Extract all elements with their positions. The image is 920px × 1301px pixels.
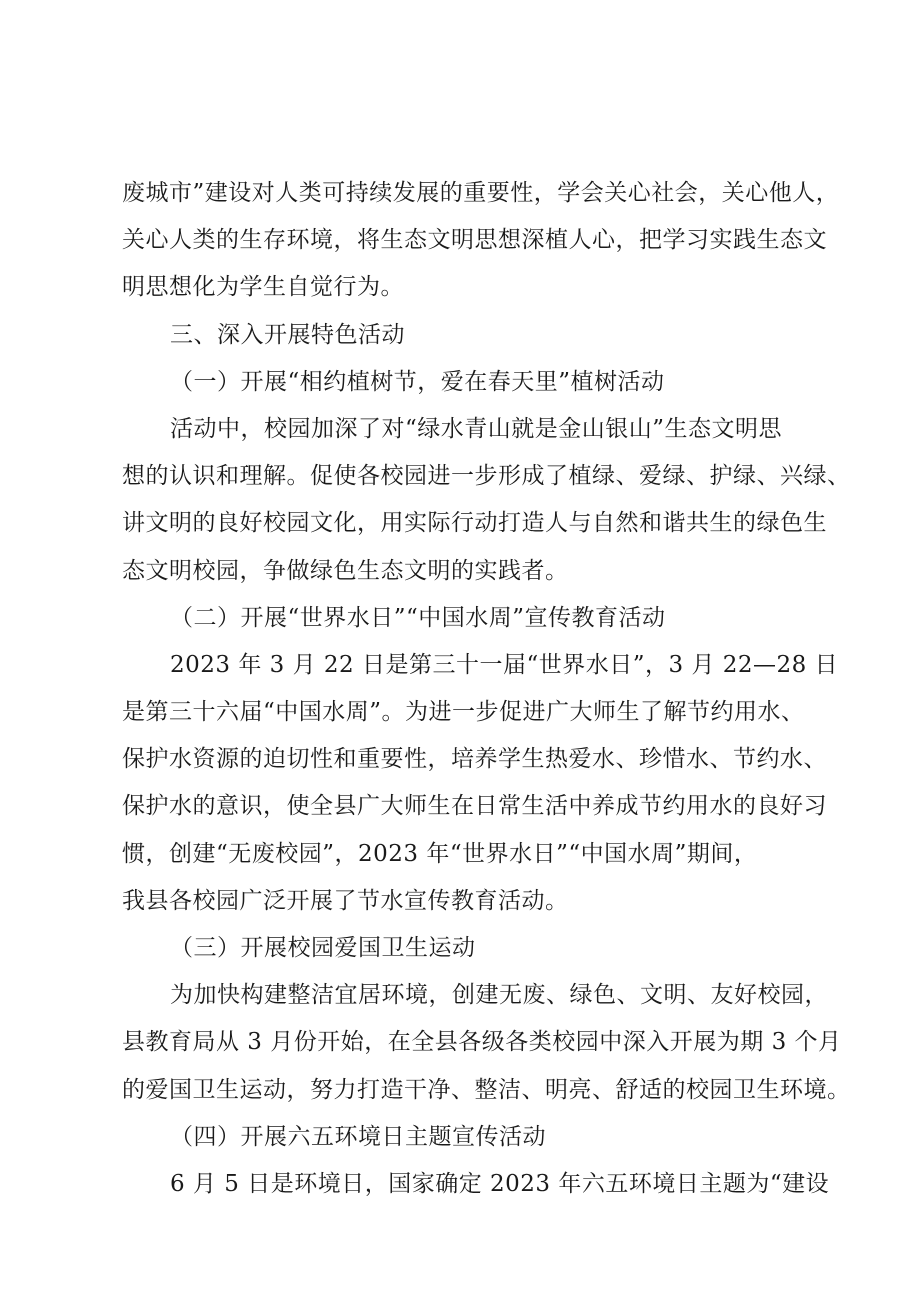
subsection-heading: （二）开展“世界水日”“中国水周”宣传教育活动 (170, 604, 666, 631)
text-line: 6 月 5 日是环境日，国家确定 2023 年六五环境日主题为“建设 (170, 1170, 830, 1197)
text-line: 保护水资源的迫切性和重要性，培养学生热爱水、珍惜水、节约水、 (122, 746, 827, 773)
text-line: 为加快构建整洁宜居环境，创建无废、绿色、文明、友好校园， (170, 982, 828, 1009)
text-line: 县教育局从 3 月份开始，在全县各级各类校园中深入开展为期 3 个月 (122, 1029, 842, 1056)
text-line: 2023 年 3 月 22 日是第三十一届“世界水日”，3 月 22—28 日 (170, 651, 839, 678)
document-body (122, 170, 851, 1208)
text-line: 废城市”建设对人类可持续发展的重要性，学会关心社会，关心他人， (122, 180, 840, 206)
text-line: 保护水的意识，使全县广大师生在日常生活中养成节约用水的良好习 (122, 793, 827, 820)
text-line: 的爱国卫生运动，努力打造干净、整洁、明亮、舒适的校园卫生环境。 (122, 1076, 851, 1103)
subsection-heading: （四）开展六五环境日主题宣传活动 (170, 1123, 546, 1150)
text-line: 活动中，校园加深了对“绿水青山就是金山银山”生态文明思 (170, 415, 783, 442)
text-line: 想的认识和理解。促使各校园进一步形成了植绿、爱绿、护绿、兴绿、 (122, 463, 851, 490)
text-line: 是第三十六届“中国水周”。为进一步促进广大师生了解节约用水、 (122, 699, 805, 726)
text-line: 态文明校园，争做绿色生态文明的实践者。 (122, 557, 569, 584)
subsection-heading: （一）开展“相约植树节，爱在春天里”植树活动 (170, 368, 665, 395)
section-heading: 三、深入开展特色活动 (170, 321, 405, 348)
text-line: 惯，创建“无废校园”，2023 年“世界水日”“中国水周”期间， (122, 840, 758, 867)
subsection-heading: （三）开展校园爱国卫生运动 (170, 935, 476, 961)
text-line: 我县各校园广泛开展了节水宣传教育活动。 (122, 887, 569, 914)
text-line: 讲文明的良好校园文化，用实际行动打造人与自然和谐共生的绿色生 (122, 510, 827, 537)
text-line: 关心人类的生存环境，将生态文明思想深植人心，把学习实践生态文 (122, 227, 827, 254)
text-line: 明思想化为学生自觉行为。 (122, 274, 404, 301)
